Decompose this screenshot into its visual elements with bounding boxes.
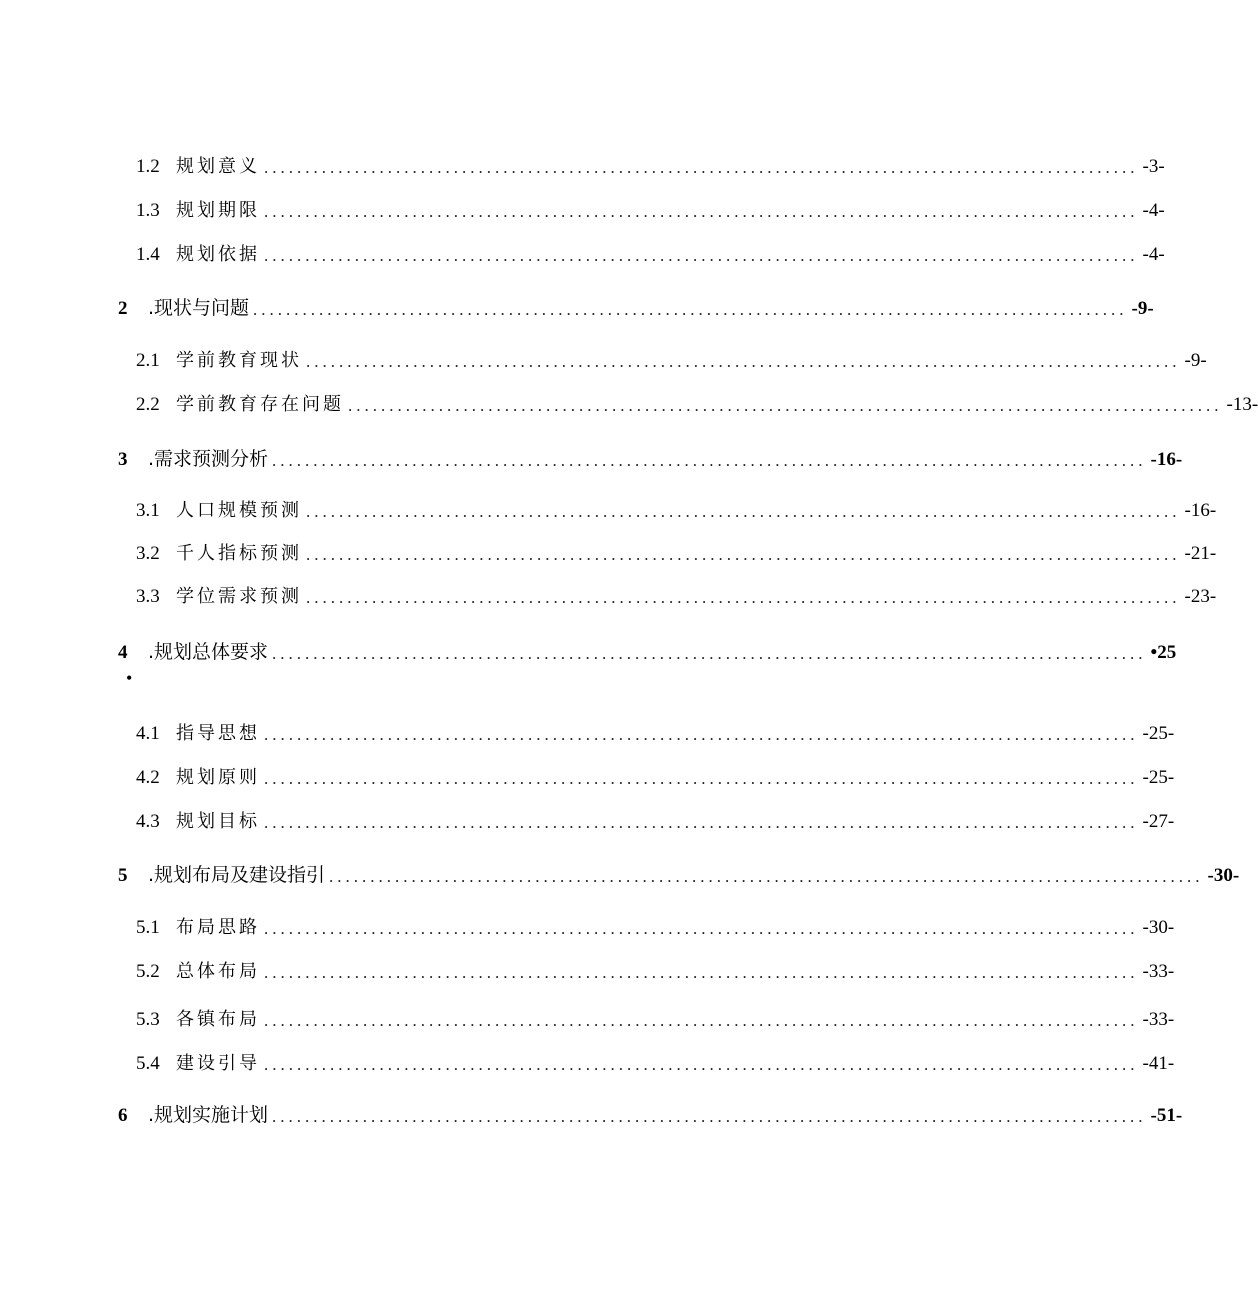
toc-leader-dots: .......................................................................................................... bbox=[264, 158, 1139, 177]
toc-entry-4-1[interactable] bbox=[136, 717, 1175, 745]
toc-entry-title: 规划原则 bbox=[176, 767, 260, 788]
toc-entry-page: -30- bbox=[1142, 917, 1175, 938]
toc-chapter-page: -30- bbox=[1207, 865, 1240, 886]
toc-chapter-title: .现状与问题 bbox=[148, 297, 250, 319]
toc-entry-title: 规划目标 bbox=[176, 811, 260, 832]
toc-entry-4-2[interactable] bbox=[136, 761, 1175, 789]
toc-entry-number: 2.1 bbox=[136, 350, 160, 371]
toc-entry-number: 1.2 bbox=[136, 156, 160, 177]
toc-chapter-3[interactable] bbox=[118, 443, 1183, 471]
toc-chapter-page: •25 bbox=[1150, 642, 1177, 663]
toc-entry-title: 总体布局 bbox=[176, 961, 260, 982]
toc-entry-number: 2.2 bbox=[136, 394, 160, 415]
toc-leader-dots: .......................................................................................................... bbox=[264, 725, 1139, 744]
toc-chapter-number: 6 bbox=[118, 1105, 128, 1126]
toc-entry-page: -25- bbox=[1142, 723, 1175, 744]
toc-chapter-2[interactable] bbox=[118, 292, 1154, 320]
toc-leader-dots: .......................................................................................................... bbox=[272, 451, 1147, 470]
toc-leader-dots: .......................................................................................................... bbox=[264, 813, 1139, 832]
toc-leader-dots: .......................................................................................................... bbox=[264, 769, 1139, 788]
toc-chapter-page: -9- bbox=[1131, 298, 1154, 319]
toc-chapter-number: 3 bbox=[118, 449, 128, 470]
toc-entry-3-2[interactable] bbox=[136, 537, 1217, 565]
toc-entry-title: 学位需求预测 bbox=[176, 586, 302, 607]
toc-entry-5-4[interactable] bbox=[136, 1047, 1175, 1075]
toc-leader-dots: .......................................................................................................... bbox=[306, 545, 1181, 564]
toc-leader-dots: .......................................................................................................... bbox=[264, 246, 1139, 265]
toc-entry-1-2[interactable] bbox=[136, 150, 1165, 178]
toc-entry-5-1[interactable] bbox=[136, 911, 1175, 939]
toc-entry-title: 指导思想 bbox=[176, 723, 260, 744]
toc-entry-page: -9- bbox=[1184, 350, 1207, 371]
toc-entry-title: 建设引导 bbox=[176, 1053, 260, 1074]
toc-leader-dots: .......................................................................................................... bbox=[348, 396, 1223, 415]
toc-entry-number: 3.1 bbox=[136, 500, 160, 521]
toc-entry-page: -33- bbox=[1142, 1009, 1175, 1030]
toc-chapter-5[interactable] bbox=[118, 859, 1240, 887]
toc-entry-title: 规划依据 bbox=[176, 244, 260, 265]
toc-entry-page: -4- bbox=[1142, 200, 1165, 221]
toc-chapter-6[interactable] bbox=[118, 1099, 1183, 1127]
toc-entry-page: -23- bbox=[1184, 586, 1217, 607]
toc-leader-dots: .......................................................................................................... bbox=[272, 644, 1147, 663]
toc-entry-number: 3.3 bbox=[136, 586, 160, 607]
toc-leader-dots: .......................................................................................................... bbox=[306, 352, 1181, 371]
toc-entry-3-1[interactable] bbox=[136, 494, 1217, 522]
toc-entry-title: 规划期限 bbox=[176, 200, 260, 221]
toc-chapter-page: -51- bbox=[1150, 1105, 1183, 1126]
toc-entry-title: 规划意义 bbox=[176, 156, 260, 177]
toc-entry-1-3[interactable] bbox=[136, 194, 1165, 222]
stray-bullet-dot: • bbox=[126, 668, 133, 688]
toc-entry-2-1[interactable] bbox=[136, 344, 1207, 372]
toc-entry-page: -16- bbox=[1184, 500, 1217, 521]
toc-entry-number: 5.1 bbox=[136, 917, 160, 938]
toc-entry-number: 4.1 bbox=[136, 723, 160, 744]
toc-entry-4-3[interactable] bbox=[136, 805, 1175, 833]
toc-entry-5-3[interactable] bbox=[136, 1003, 1175, 1031]
toc-entry-number: 1.3 bbox=[136, 200, 160, 221]
toc-chapter-title: .需求预测分析 bbox=[148, 448, 269, 470]
toc-entry-3-3[interactable] bbox=[136, 580, 1217, 608]
toc-entry-number: 5.3 bbox=[136, 1009, 160, 1030]
toc-entry-page: -4- bbox=[1142, 244, 1165, 265]
toc-entry-title: 千人指标预测 bbox=[176, 543, 302, 564]
toc-chapter-title: .规划布局及建设指引 bbox=[148, 864, 326, 886]
toc-entry-page: -25- bbox=[1142, 767, 1175, 788]
toc-entry-number: 4.3 bbox=[136, 811, 160, 832]
toc-entry-page: -13- bbox=[1226, 394, 1258, 415]
toc-entry-title: 学前教育现状 bbox=[176, 350, 302, 371]
toc-chapter-number: 5 bbox=[118, 865, 128, 886]
toc-entry-page: -3- bbox=[1142, 156, 1165, 177]
toc-leader-dots: .......................................................................................................... bbox=[264, 1055, 1139, 1074]
toc-entry-page: -27- bbox=[1142, 811, 1175, 832]
toc-leader-dots: .......................................................................................................... bbox=[253, 300, 1128, 319]
toc-leader-dots: .......................................................................................................... bbox=[264, 963, 1139, 982]
toc-entry-2-2[interactable] bbox=[136, 388, 1258, 416]
toc-leader-dots: .......................................................................................................... bbox=[264, 919, 1139, 938]
toc-leader-dots: .......................................................................................................... bbox=[306, 588, 1181, 607]
toc-chapter-title: .规划总体要求 bbox=[148, 641, 269, 663]
toc-entry-1-4[interactable] bbox=[136, 238, 1165, 266]
toc-entry-number: 1.4 bbox=[136, 244, 160, 265]
toc-leader-dots: .......................................................................................................... bbox=[264, 1011, 1139, 1030]
toc-chapter-page: -16- bbox=[1150, 449, 1183, 470]
toc-entry-title: 各镇布局 bbox=[176, 1009, 260, 1030]
toc-entry-page: -33- bbox=[1142, 961, 1175, 982]
toc-chapter-number: 4 bbox=[118, 642, 128, 663]
toc-entry-title: 人口规模预测 bbox=[176, 500, 302, 521]
toc-entry-number: 4.2 bbox=[136, 767, 160, 788]
toc-entry-title: 布局思路 bbox=[176, 917, 260, 938]
toc-entry-number: 5.4 bbox=[136, 1053, 160, 1074]
toc-entry-page: -21- bbox=[1184, 543, 1217, 564]
toc-entry-5-2[interactable] bbox=[136, 955, 1175, 983]
toc-leader-dots: .......................................................................................................... bbox=[329, 867, 1204, 886]
toc-entry-page: -41- bbox=[1142, 1053, 1175, 1074]
toc-leader-dots: .......................................................................................................... bbox=[306, 502, 1181, 521]
toc-chapter-4[interactable] bbox=[118, 636, 1177, 664]
toc-entry-title: 学前教育存在问题 bbox=[176, 394, 344, 415]
toc-entry-number: 3.2 bbox=[136, 543, 160, 564]
toc-entry-number: 5.2 bbox=[136, 961, 160, 982]
toc-leader-dots: .......................................................................................................... bbox=[264, 202, 1139, 221]
toc-chapter-title: .规划实施计划 bbox=[148, 1104, 269, 1126]
toc-chapter-number: 2 bbox=[118, 298, 128, 319]
toc-leader-dots: .......................................................................................................... bbox=[272, 1107, 1147, 1126]
